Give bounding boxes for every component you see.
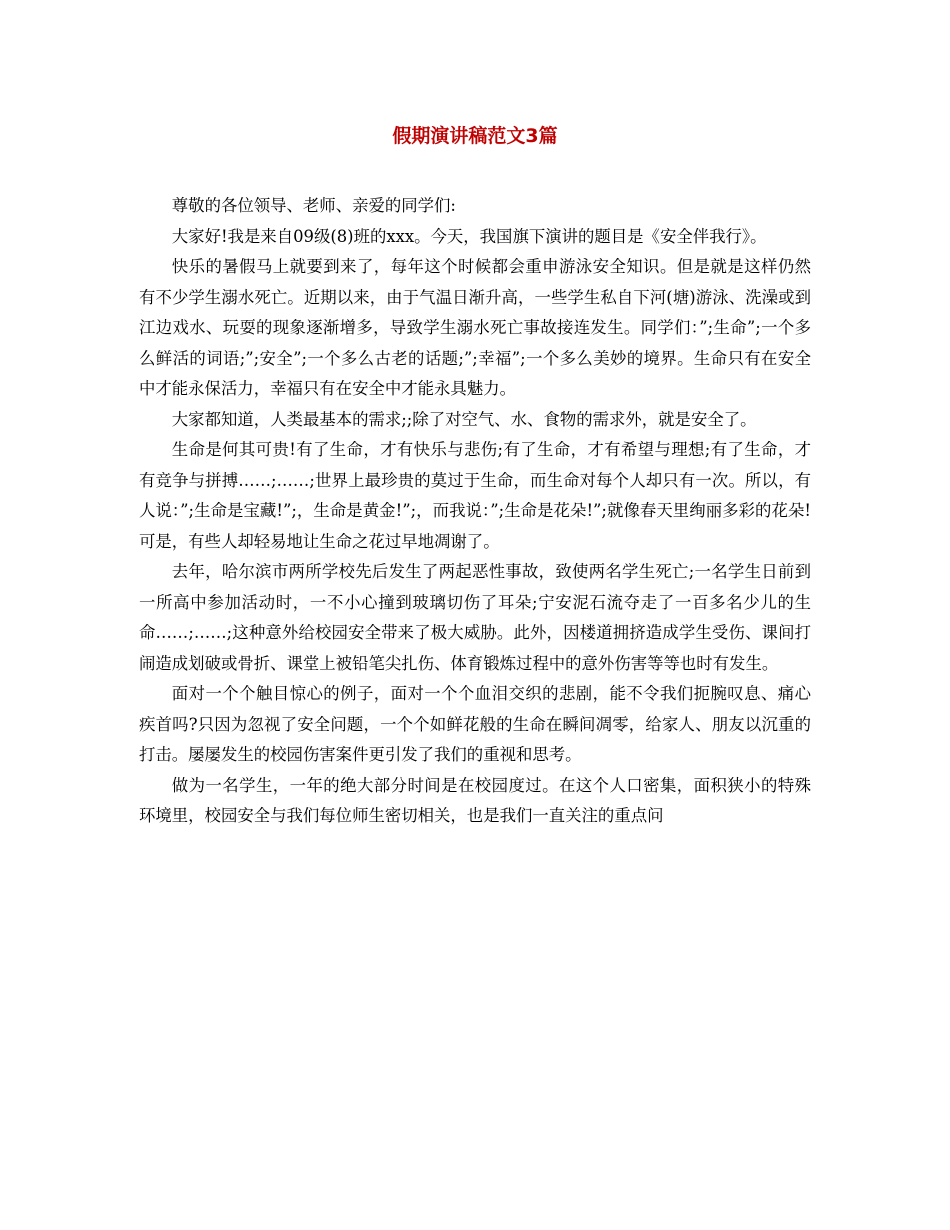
paragraph-basic-needs: 大家都知道，人类最基本的需求;;除了对空气、水、食物的需求外，就是安全了。 (171, 409, 757, 429)
paragraph-campus: 做为一名学生，一年的绝大部分时间是在校园度过。在这个人口密集，面积狭小的特殊环境里，校园安全与我们每位师生密切相关，也是我们一直关注的重点问 (139, 775, 811, 825)
paragraph-intro: 大家好!我是来自09级(8)班的xxx。今天，我国旗下演讲的题目是《安全伴我行》。 (171, 226, 767, 246)
document-body (139, 191, 811, 832)
paragraph-life-precious: 生命是何其可贵!有了生命，才有快乐与悲伤;有了生命，才有希望与理想;有了生命，才有竞争与拼搏……;……;世界上最珍贵的莫过于生命，而生命对每个人却只有一次。所以，有人说：”;生命是宝藏!”;，生命是黄金!”;，而我说：”;生命是花朵!”;就像春天里绚丽多彩的花朵!可是，有些人却轻易地让生命之花过早地凋谢了。 (139, 440, 811, 551)
paragraph-reflection: 面对一个个触目惊心的例子，面对一个个血泪交织的悲剧，能不令我们扼腕叹息、痛心疾首吗?只因为忽视了安全问题，一个个如鲜花般的生命在瞬间凋零，给家人、朋友以沉重的打击。屡屡发生的校园伤害案件更引发了我们的重视和思考。 (139, 684, 811, 764)
paragraph-summer-safety: 快乐的暑假马上就要到来了，每年这个时候都会重申游泳安全知识。但是就是这样仍然有不少学生溺水死亡。近期以来，由于气温日渐升高，一些学生私自下河(塘)游泳、洗澡或到江边戏水、玩耍的现象逐渐增多，导致学生溺水死亡事故接连发生。同学们：”;生命”;一个多么鲜活的词语;”;安全”;一个多么古老的话题;”;幸福”;一个多么美妙的境界。生命只有在安全中才能永保活力，幸福只有在安全中才能永具魅力。 (139, 257, 811, 398)
paragraph-salutation: 尊敬的各位领导、老师、亲爱的同学们: (171, 196, 456, 215)
paragraph-accidents: 去年，哈尔滨市两所学校先后发生了两起恶性事故，致使两名学生死亡;一名学生日前到一所高中参加活动时，一不小心撞到玻璃切伤了耳朵;宁安泥石流夺走了一百多名少儿的生命……;……;这种意外给校园安全带来了极大威胁。此外，因楼道拥挤造成学生受伤、课间打闹造成划破或骨折、课堂上被铅笔尖扎伤、体育锻炼过程中的意外伤害等等也时有发生。 (139, 562, 811, 673)
document-title: 假期演讲稿范文3篇 (392, 125, 558, 147)
